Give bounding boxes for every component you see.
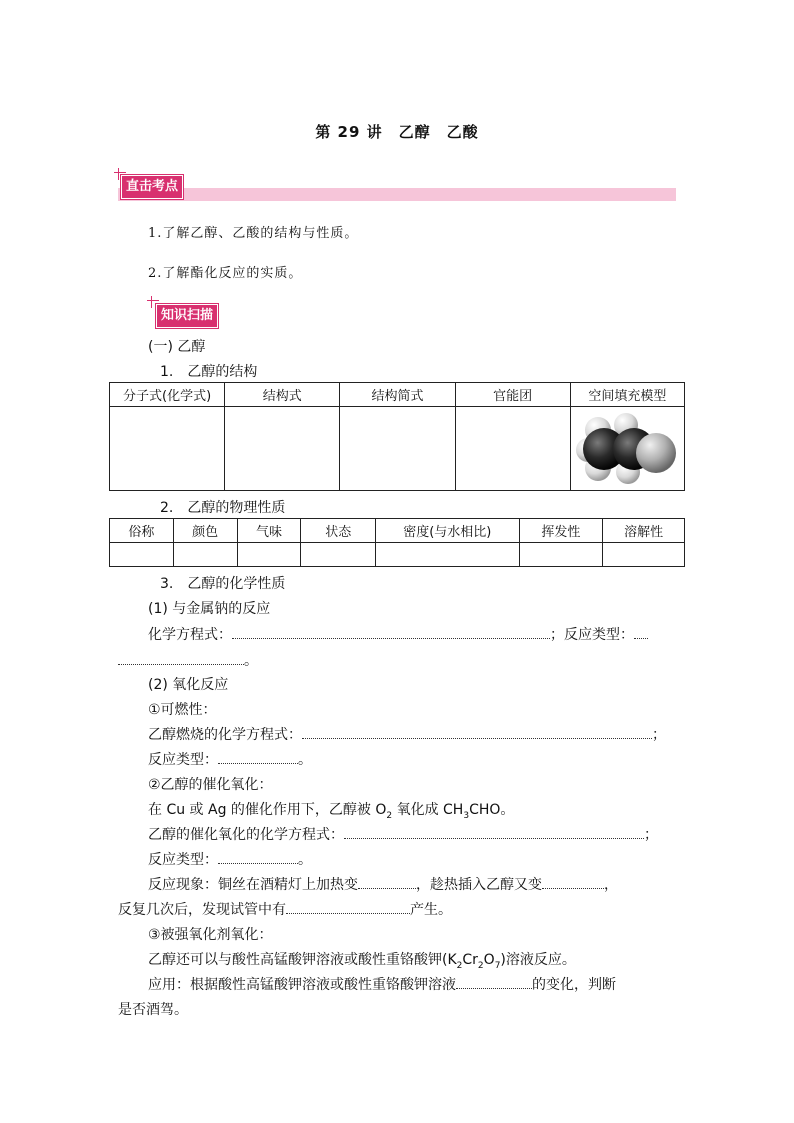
catalytic-description: 在 Cu 或 Ag 的催化作用下，乙醇被 $O_2$ 氧化成 $CH_3CHO$。 (148, 802, 515, 821)
section-tag-knowledge: 知识扫描 (156, 304, 218, 328)
paragraph-heading: (1) 与金属钠的反应 (148, 601, 271, 617)
phenomenon-line: 反应现象：铜丝在酒精灯上加热变 ，趁热插入乙醇又变 ， (148, 877, 618, 893)
sodium-equation-line: 化学方程式： ；反应类型： (148, 624, 648, 644)
item-heading: ①可燃性： (148, 702, 217, 718)
strong-oxidant-text: 乙醇还可以与酸性高锰酸钾溶液或酸性重铬酸钾$(K_2Cr_2O_7)$溶液反应。 (148, 952, 576, 971)
blank-field[interactable] (344, 826, 644, 839)
section-banner-bar (118, 188, 676, 201)
item-heading: ②乙醇的催化氧化： (148, 777, 273, 793)
blank-field[interactable] (286, 901, 410, 914)
answer-cell[interactable] (225, 407, 340, 491)
answer-cell[interactable] (376, 543, 519, 567)
application-line-2: 是否酒驾。 (118, 1002, 188, 1018)
subheading-chemical: 3. 乙醇的化学性质 (160, 576, 286, 592)
combustion-equation-line: 乙醇燃烧的化学方程式： ； (148, 727, 666, 743)
table-header: 分子式(化学式) (110, 383, 225, 407)
subheading-physical: 2. 乙醇的物理性质 (160, 500, 286, 516)
table-header: 颜色 (173, 519, 237, 543)
ethanol-space-filling-model-icon (576, 410, 680, 488)
table-header: 结构式 (225, 383, 340, 407)
sodium-type-line: 。 (118, 650, 258, 670)
catalytic-equation-line: 乙醇的催化氧化的化学方程式： ； (148, 827, 658, 843)
table-header: 俗称 (110, 519, 174, 543)
table-header: 结构简式 (340, 383, 455, 407)
blank-field[interactable] (232, 626, 550, 639)
part-heading: (一) 乙醇 (148, 339, 206, 355)
catalytic-type-line: 反应类型： 。 (148, 852, 312, 868)
blank-field[interactable] (634, 626, 648, 639)
answer-cell[interactable] (519, 543, 603, 567)
tag-decoration (151, 296, 152, 308)
answer-cell[interactable] (173, 543, 237, 567)
page-title: 第 29 讲 乙醇 乙酸 (315, 123, 479, 141)
answer-cell[interactable] (455, 407, 570, 491)
answer-cell[interactable] (237, 543, 301, 567)
answer-cell[interactable] (110, 543, 174, 567)
blank-field[interactable] (218, 751, 298, 764)
answer-cell[interactable] (301, 543, 376, 567)
item-heading: ③被强氧化剂氧化： (148, 927, 273, 943)
physical-property-table (109, 518, 685, 567)
table-header: 气味 (237, 519, 301, 543)
blank-field[interactable] (542, 876, 604, 889)
table-header: 官能团 (455, 383, 570, 407)
blank-field[interactable] (456, 976, 532, 989)
phenomenon-line-2: 反复几次后，发现试管中有 产生。 (118, 902, 452, 918)
tag-decoration (147, 300, 159, 301)
objective-item: 1.了解乙醇、乙酸的结构与性质。 (148, 226, 359, 241)
blank-field[interactable] (218, 851, 298, 864)
application-line: 应用：根据酸性高锰酸钾溶液或酸性重铬酸钾溶液 的变化，判断 (148, 977, 616, 993)
table-header: 溶解性 (603, 519, 685, 543)
combustion-type-line: 反应类型： 。 (148, 752, 312, 768)
table-header: 空间填充模型 (570, 383, 684, 407)
subheading-structure: 1. 乙醇的结构 (160, 364, 258, 380)
table-header: 状态 (301, 519, 376, 543)
section-tag-exam-points: 直击考点 (121, 175, 183, 199)
blank-field[interactable] (302, 726, 652, 739)
answer-cell[interactable] (603, 543, 685, 567)
answer-cell[interactable] (340, 407, 455, 491)
objective-item: 2.了解酯化反应的实质。 (148, 266, 303, 281)
table-header: 密度(与水相比) (376, 519, 519, 543)
banner-decoration (114, 172, 126, 173)
banner-decoration (118, 168, 119, 180)
blank-field[interactable] (118, 652, 244, 665)
table-header: 挥发性 (519, 519, 603, 543)
answer-cell[interactable] (110, 407, 225, 491)
paragraph-heading: (2) 氧化反应 (148, 677, 229, 693)
blank-field[interactable] (358, 876, 416, 889)
